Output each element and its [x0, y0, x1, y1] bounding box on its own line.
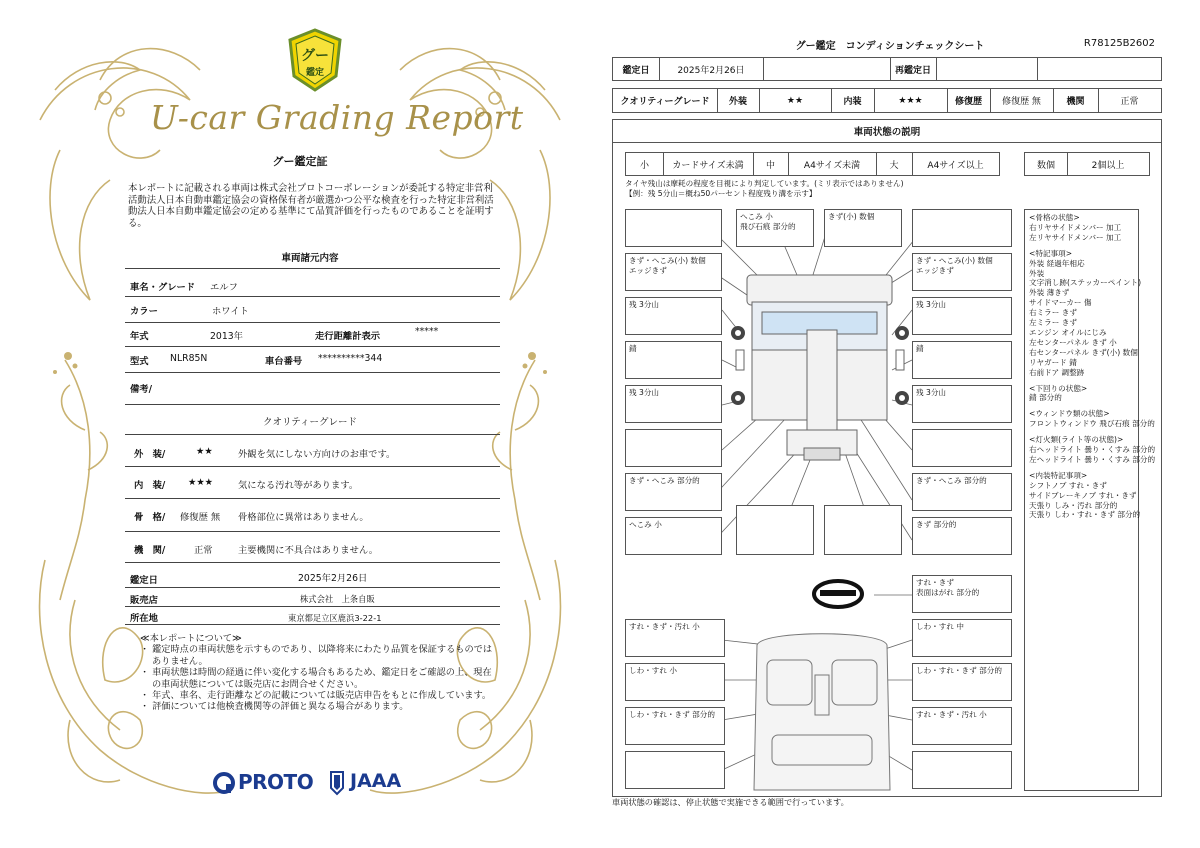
condition-box	[736, 505, 814, 555]
address-value: 東京都足立区鹿浜3-22-1	[288, 613, 382, 623]
name-value: エルフ	[210, 282, 238, 293]
footer-note: 車両状態の確認は、停止状態で実施できる範囲で行っています。	[612, 797, 849, 807]
qg-label: クオリティーグレード	[620, 97, 710, 107]
address-label: 所在地	[130, 613, 158, 624]
appraisal-date-label: 鑑定日	[130, 575, 158, 586]
int-value: ★★★	[898, 95, 923, 106]
chassis-value: **********344	[318, 353, 383, 364]
sheet-title: グー鑑定 コンディションチェックシート	[795, 41, 985, 52]
grade-row	[612, 88, 1162, 113]
note-item: ・ 鑑定時点の車両状態を示すものであり、以降将来にわたり品質を保証するものではありません。	[140, 644, 493, 667]
certificate-title: グー鑑定証	[272, 155, 328, 168]
color-label: カラー	[130, 306, 158, 317]
condition-box: しわ・すれ 小	[625, 663, 725, 701]
count-desc: 2個以上	[1091, 160, 1125, 171]
condition-box	[625, 751, 725, 789]
grade-exterior-label: 外 装/	[134, 449, 166, 460]
svg-text:鑑定: 鑑定	[305, 68, 325, 78]
year-value: 2013年	[210, 331, 243, 342]
jaaa-logo-icon	[328, 770, 346, 796]
specs-title: 車両諸元内容	[281, 253, 339, 264]
condition-box: きず 部分的	[912, 517, 1012, 555]
tyre-note-line: タイヤ残山は摩耗の程度を目視により判定しています。(ミリ表示ではありません)	[625, 179, 904, 188]
note-item: ・ 年式、車名、走行距離などの記載については販売店申告をもとに作成しています。	[140, 690, 492, 702]
condition-box: しわ・すれ 中	[912, 619, 1012, 657]
size-mid-desc: A4サイズ未満	[803, 160, 861, 171]
condition-box: すれ・きず・汚れ 小	[912, 707, 1012, 745]
tyre-note-line: 【例：残 5分山＝概ね50パーセント程度残り溝を示す】	[625, 188, 817, 198]
grade-interior-desc: 気になる汚れ等があります。	[238, 480, 359, 491]
condition-check-sheet	[600, 0, 1200, 848]
ext-value: ★★	[786, 95, 804, 106]
condition-box	[824, 505, 902, 555]
goo-badge-icon	[286, 28, 344, 92]
repair-label: 修復歴	[954, 97, 982, 107]
int-label: 内装	[843, 97, 862, 107]
engine-value: 正常	[1120, 97, 1139, 107]
condition-box: 残 3分山	[912, 385, 1012, 423]
condition-box	[912, 429, 1012, 467]
condition-box	[912, 751, 1012, 789]
condition-box: へこみ 小 飛び石痕 部分的	[736, 209, 814, 247]
grade-exterior-desc: 外観を気にしない方向けのお車です。	[238, 449, 396, 460]
grade-engine-desc: 主要機関に不具合はありません。	[238, 545, 379, 556]
note-item: ・ 車両状態は時間の経過に伴い変化する場合もあるため、鑑定日をご確認の上、現在の車両状態については販売店にお問合せください。	[140, 667, 492, 690]
engine-label: 機関	[1066, 97, 1085, 107]
condition-box	[625, 209, 722, 247]
count-legend	[1024, 152, 1150, 176]
grade-frame-value: 修復歴 無	[180, 512, 221, 523]
repair-value: 修復歴 無	[1002, 97, 1041, 107]
condition-box: きず・へこみ 部分的	[625, 473, 722, 511]
condition-box: きず・へこみ 部分的	[912, 473, 1012, 511]
side-notes: <骨格の状態> 右リヤサイドメンバー 加工 左リヤサイドメンバー 加工 <特記事項> 外装 経過年相応 外装 文字消し跡(ステッカーペイント) 外装 薄きず サイドマーカー 傷 右ミラー きず 左ミラー きず エンジン オイルにじみ 左センターパネル きず 小 右センターパネル きず(小) 数個 リヤガード 錆 右前ドア 調整跡 <下回りの状態> 錆 部分的 <ウィンドウ類の状態> フロントウィンドウ 飛び石痕 部分的 <灯火類(ライト等の状態)> 右ヘッドライト 曇り・くすみ 部分的 左ヘッドライト 曇り・くすみ 部分的 <内装特記事項> シフトノブ すれ・きず サイドブレーキノブ すれ・きず 天張り しみ・汚れ 部分的 天張り しわ・すれ・きず 部分的	[1024, 209, 1139, 791]
condition-box: 錆	[912, 341, 1012, 379]
condition-box: きず・へこみ(小) 数個 エッジきず	[912, 253, 1012, 291]
steering-wheel-icon	[814, 581, 862, 607]
quality-title: クオリティーグレード	[262, 417, 358, 428]
appraisal-date-value: 2025年2月26日	[677, 65, 745, 76]
jaaa-logo-text: JAAA	[350, 770, 402, 792]
reappraisal-date-label: 再鑑定日	[894, 65, 931, 76]
model-label: 型式	[130, 356, 149, 367]
condition-box: すれ・きず 表面はがれ 部分的	[912, 575, 1012, 613]
grade-interior-label: 内 装/	[134, 480, 166, 491]
sheet-code: R78125B2602	[1083, 38, 1155, 49]
count-label: 数個	[1036, 160, 1055, 171]
size-mid: 中	[765, 160, 775, 171]
grade-engine-label: 機 関/	[134, 545, 166, 556]
grade-exterior-value: ★★	[196, 446, 213, 457]
certificate-text: 本レポートに記載される車両は株式会社プロトコーポレーションが委託する特定非営利活動法人日本自動車鑑定協会の資格保有者が厳選かつ公平な検査を行った特定非営利活動法人日本自動車鑑定協会の定める基準にて品質評価を行ったものであることを証明する。	[128, 183, 494, 229]
grade-engine-value: 正常	[194, 545, 213, 556]
condition-box: 残 3分山	[912, 297, 1012, 335]
tyre-note	[625, 179, 904, 198]
appraisal-date-value: 2025年2月26日	[298, 573, 368, 584]
grade-interior-value: ★★★	[188, 477, 214, 488]
note-item: ・ 評価については他検査機関等の評価と異なる場合があります。	[140, 701, 409, 713]
grade-frame-label: 骨 格/	[134, 512, 166, 523]
condition-box: 錆	[625, 341, 722, 379]
date-row	[612, 57, 1162, 81]
name-label: 車名・グレード	[130, 282, 196, 293]
year-label: 年式	[130, 331, 149, 342]
report-title: U-car Grading Report	[150, 98, 524, 137]
grade-frame-desc: 骨格部位に異常はありません。	[238, 512, 369, 523]
condition-box: きず(小) 数個	[824, 209, 902, 247]
size-small: 小	[639, 160, 649, 171]
condition-box	[625, 429, 722, 467]
condition-box: 残 3分山	[625, 385, 722, 423]
mileage-label: 走行距離計表示	[315, 331, 381, 342]
notes-title: ≪本レポートについて≫	[140, 633, 242, 644]
remarks-label: 備考/	[130, 384, 152, 395]
ext-label: 外装	[728, 97, 747, 107]
size-large: 大	[889, 160, 899, 171]
mileage-value: *****	[415, 326, 439, 337]
svg-text:グー: グー	[301, 48, 329, 64]
condition-box	[912, 209, 1012, 247]
model-value: NLR85N	[170, 353, 208, 364]
appraisal-date-label: 鑑定日	[622, 65, 650, 76]
color-value: ホワイト	[212, 306, 249, 317]
dealer-label: 販売店	[130, 595, 158, 606]
dealer-value: 株式会社 上条自販	[300, 594, 375, 604]
size-legend	[625, 152, 1000, 176]
condition-box: すれ・きず・汚れ 小	[625, 619, 725, 657]
notes	[140, 633, 500, 713]
condition-box: 残 3分山	[625, 297, 722, 335]
proto-logo-icon	[213, 772, 235, 794]
proto-logo-text: PROTO	[238, 770, 314, 794]
condition-box: しわ・すれ・きず 部分的	[912, 663, 1012, 701]
description-title: 車両状態の説明	[612, 119, 1162, 143]
condition-box: しわ・すれ・きず 部分的	[625, 707, 725, 745]
size-large-desc: A4サイズ以上	[927, 160, 984, 171]
size-small-desc: カードサイズ未満	[672, 160, 744, 171]
condition-box: へこみ 小	[625, 517, 722, 555]
condition-box: きず・へこみ(小) 数個 エッジきず	[625, 253, 722, 291]
chassis-label: 車台番号	[265, 356, 303, 367]
